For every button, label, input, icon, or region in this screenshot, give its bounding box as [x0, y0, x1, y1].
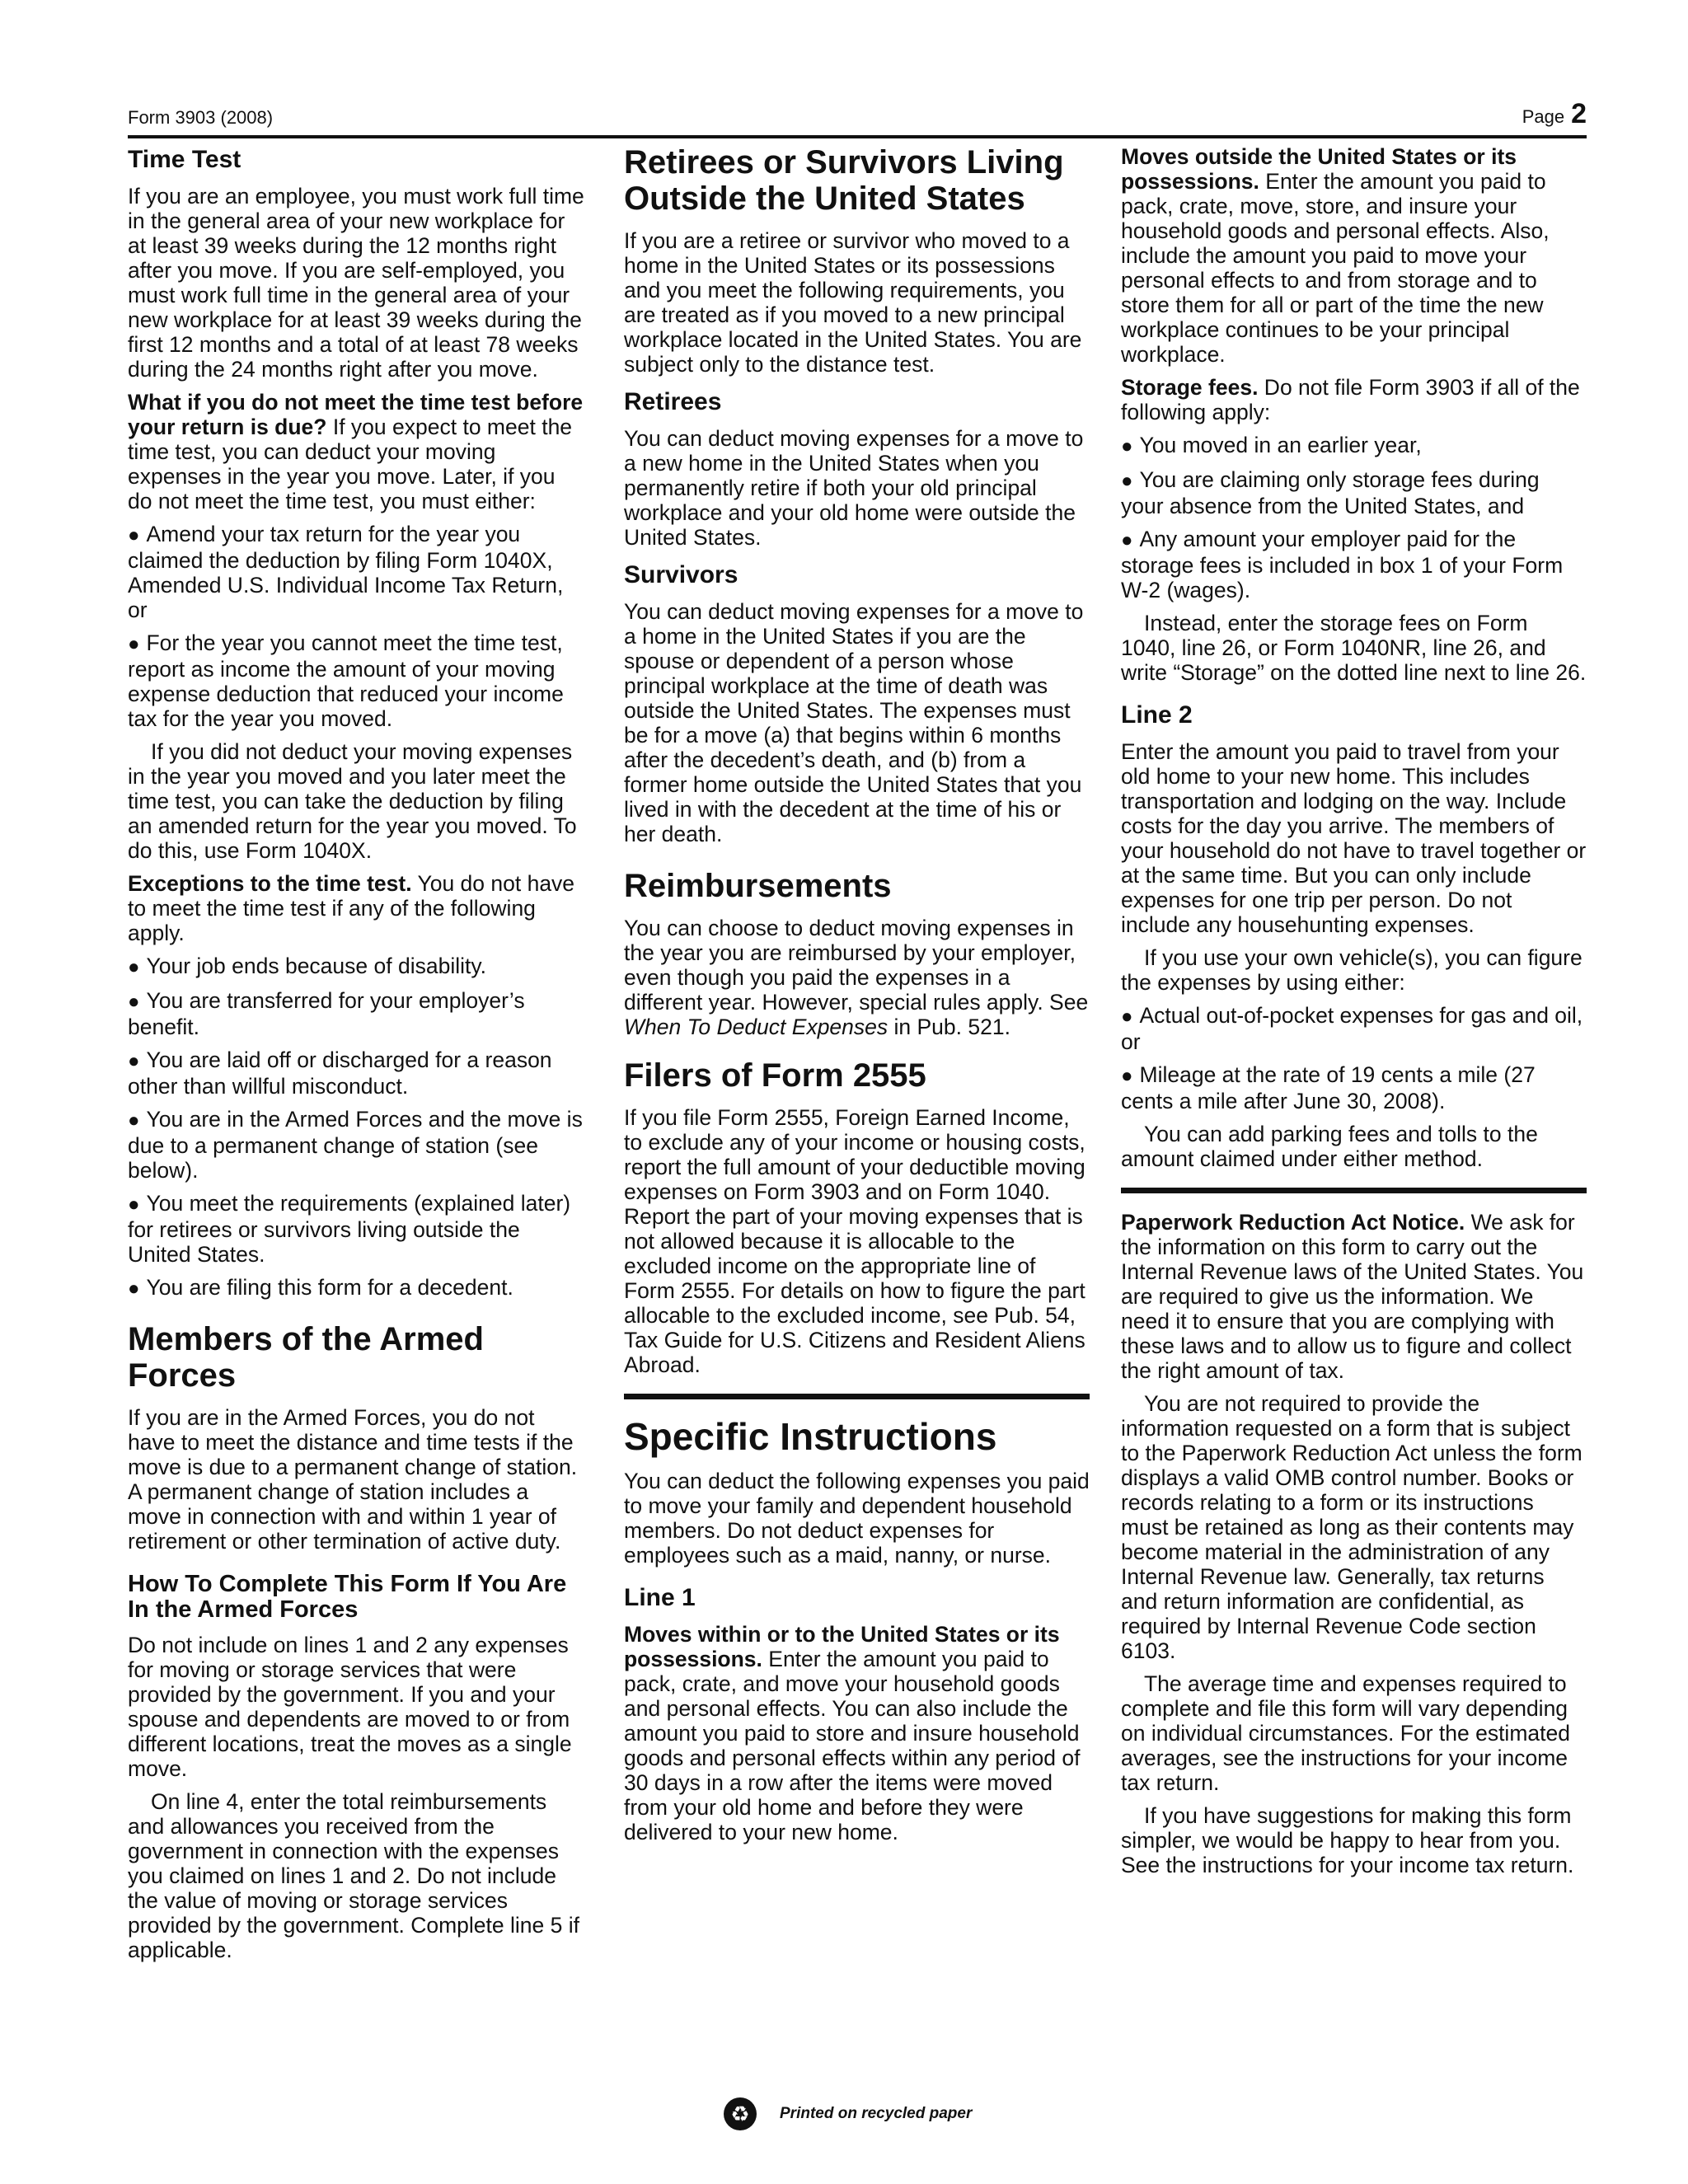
list-item: ● You are filing this form for a decedent.	[128, 1275, 513, 1300]
moves-outside-paragraph: Moves outside the United States or its possessions. Enter the amount you paid to pack, crate, move, store, and insure your household goods and personal effects. Also, include the amount you paid to move your personal effects to and from storage and to store them for all or part of the time the new workplace continues to be your principal workplace.	[1121, 144, 1550, 367]
did-not-deduct-paragraph: If you did not deduct your moving expenses in the year you moved and you later meet the time test, you can take the deduction by filing an amended return for the year you moved. To do this, use Form 1040X.	[128, 739, 577, 863]
paperwork-paragraph: Paperwork Reduction Act Notice. We ask for the information on this form to carry out the Internal Revenue laws of the United States. You are required to give us the information. We need it to ensure that you are complying with these laws and to allow us to figure and collect the right amount of tax.	[1121, 1210, 1584, 1383]
retirees-intro-paragraph: If you are a retiree or survivor who moved to a home in the United States or its possessions and you meet the following requirements, you are treated as if you moved to a new principal workplace located in the United States. You are subject only to the distance test.	[624, 228, 1082, 377]
exceptions-paragraph: Exceptions to the time test. You do not have to meet the time test if any of the following apply.	[128, 871, 575, 945]
parking-paragraph: You can add parking fees and tolls to the amount claimed under either method.	[1121, 1122, 1538, 1171]
column-middle	[624, 144, 1090, 1853]
list-item: ● Amend your tax return for the year you claimed the deduction by filing Form 1040X, Amended U.S. Individual Income Tax Return, or	[128, 522, 564, 622]
retirees-paragraph: You can deduct moving expenses for a move to a new home in the United States when you permanently retire if both your old principal workplace and your old home were outside the United States.	[624, 426, 1084, 550]
list-item: ● You are claiming only storage fees during your absence from the United States, and	[1121, 467, 1540, 518]
bullet-icon: ●	[1121, 470, 1133, 492]
filers-2555-heading: Filers of Form 2555	[624, 1057, 926, 1094]
bullet-icon: ●	[1121, 529, 1133, 551]
list-item: ● For the year you cannot meet the time test, report as income the amount of your moving expense deduction that reduced your income tax for the year you moved.	[128, 630, 564, 731]
page-header	[128, 97, 1587, 138]
bullet-icon: ●	[128, 956, 140, 978]
retirees-survivors-heading: Retirees or Survivors Living Outside the United States	[624, 144, 1064, 217]
bullet-icon: ●	[128, 1277, 140, 1300]
line-2-paragraph: Enter the amount you paid to travel from your old home to your new home. This includes transportation and lodging on the way. Include costs for the day you arrive. The members of your household do not have to travel together or at the same time. But you can only include expenses for one trip per person. Do not include any househunting expenses.	[1121, 739, 1587, 937]
page-footer	[724, 2093, 972, 2135]
list-item: ● You meet the requirements (explained later) for retirees or survivors living outside the United States.	[128, 1191, 571, 1267]
list-item: ● Actual out-of-pocket expenses for gas and oil, or	[1121, 1003, 1583, 1054]
recycled-paper-note: Printed on recycled paper	[780, 2105, 973, 2122]
bullet-icon: ●	[1121, 435, 1133, 457]
bullet-icon: ●	[1121, 1005, 1133, 1028]
time-test-paragraph: If you are an employee, you must work full time in the general area of your new workplace for at least 39 weeks during the 12 months right after you move. If you are self-employed, you must work full time in the general area of your new workplace for at least 39 weeks during the first 12 months and a total of at least 78 weeks during the 24 months right after you move.	[128, 184, 584, 382]
storage-fees-paragraph: Storage fees. Do not file Form 3903 if all of the following apply:	[1121, 375, 1580, 424]
filers-2555-paragraph: If you file Form 2555, Foreign Earned Income, to exclude any of your income or housing costs, report the full amount of your deductible moving expenses on Form 3903 and on Form 1040. Report the part of your moving expenses that is not allowed because it is allocable to the excluded income on the appropriate line of Form 2555. For details on how to figure the part allocable to the excluded income, see Pub. 54, Tax Guide for U.S. Citizens and Resident Aliens Abroad.	[624, 1105, 1085, 1377]
list-item: ● You are transferred for your employer’s benefit.	[128, 988, 525, 1039]
bullet-icon: ●	[128, 1050, 140, 1072]
column-right	[1121, 144, 1587, 1886]
average-time-paragraph: The average time and expenses required to complete and file this form will vary depending on individual circumstances. For the estimated averages, see the instructions for your income tax return.	[1121, 1671, 1570, 1795]
bullet-icon: ●	[128, 633, 140, 655]
recycle-icon: ♻	[724, 2097, 757, 2130]
armed-forces-paragraph: If you are in the Armed Forces, you do not have to meet the distance and time tests if the move is due to a permanent change of station. A permanent change of station includes a move in connection with and within 1 year of retirement or other termination of active duty.	[128, 1405, 578, 1554]
list-item: ● You are laid off or discharged for a reason other than willful misconduct.	[128, 1047, 552, 1099]
instead-paragraph: Instead, enter the storage fees on Form 1040, line 26, or Form 1040NR, line 26, and write “Storage” on the dotted line next to line 26.	[1121, 611, 1587, 685]
reimbursements-heading: Reimbursements	[624, 868, 892, 904]
section-divider	[1121, 1188, 1587, 1193]
bullet-icon: ●	[128, 524, 140, 546]
not-required-paragraph: You are not required to provide the information requested on a form that is subject to the Paperwork Reduction Act unless the form displays a valid OMB control number. Books or records relating to a form or its instructions must be retained as long as their contents may become material in the administration of any Internal Revenue law. Generally, tax returns and return information are confidential, as required by Internal Revenue Code section 6103.	[1121, 1391, 1582, 1663]
survivors-subheading: Survivors	[624, 561, 738, 588]
list-item: ● You are in the Armed Forces and the move is due to a permanent change of station (see below).	[128, 1107, 583, 1183]
bullet-icon: ●	[128, 1109, 140, 1132]
line-1-paragraph: Moves within or to the United States or its possessions. Enter the amount you paid to pack, crate, and move your household goods and personal effects. You can also include the amount you paid to store and insure household goods and personal effects within any period of 30 days in a row after the items were moved from your old home and before they were delivered to your new home.	[624, 1622, 1081, 1844]
section-divider	[624, 1394, 1090, 1399]
how-to-paragraph-1: Do not include on lines 1 and 2 any expenses for moving or storage services that were provided by the government. If you and your spouse and dependents are moved to or from different locations, treat the moves as a single move.	[128, 1633, 572, 1781]
bullet-icon: ●	[128, 991, 140, 1013]
armed-forces-heading: Members of the Armed Forces	[128, 1321, 484, 1394]
what-if-paragraph: What if you do not meet the time test before your return is due? If you expect to meet the time test, you can deduct your moving expenses in the year you move. Later, if you do not meet the time test, you must either:	[128, 390, 584, 513]
vehicle-paragraph: If you use your own vehicle(s), you can figure the expenses by using either:	[1121, 945, 1582, 995]
column-left	[128, 144, 585, 1971]
bullet-icon: ●	[1121, 1065, 1133, 1087]
form-id: Form 3903 (2008)	[128, 107, 274, 128]
list-item: ● You moved in an earlier year,	[1121, 433, 1422, 457]
line-2-heading: Line 2	[1121, 701, 1193, 729]
list-item: ● Mileage at the rate of 19 cents a mile (27 cents a mile after June 30, 2008).	[1121, 1062, 1536, 1113]
how-to-paragraph-2: On line 4, enter the total reimbursements and allowances you received from the government in connection with the expenses you claimed on lines 1 and 2. Do not include the value of moving or storage services provided by the government. Complete line 5 if applicable.	[128, 1789, 579, 1962]
specific-instructions-heading: Specific Instructions	[624, 1415, 997, 1458]
bullet-icon: ●	[128, 1193, 140, 1216]
how-to-complete-heading: How To Complete This Form If You Are In the Armed Forces	[128, 1571, 567, 1623]
suggestions-paragraph: If you have suggestions for making this form simpler, we would be happy to hear from you. See the instructions for your income tax return.	[1121, 1803, 1574, 1877]
survivors-paragraph: You can deduct moving expenses for a move to a home in the United States if you are the spouse or dependent of a person whose principal workplace at the time of death was outside the United States. The expenses must be for a move (a) that begins within 6 months after the decedent’s death, and (b) from a former home outside the United States that you lived in with the decedent at the time of his or her death.	[624, 599, 1084, 846]
reimbursements-paragraph: You can choose to deduct moving expenses in the year you are reimbursed by your employer, even though you paid the expenses in a different year. However, special rules apply. See When To Deduct Expenses in Pub. 521.	[624, 916, 1089, 1039]
line-1-heading: Line 1	[624, 1584, 696, 1611]
list-item: ● Any amount your employer paid for the storage fees is included in box 1 of your Form W-2 (wages).	[1121, 527, 1564, 602]
page-number: Page 2	[1522, 98, 1587, 129]
time-test-heading: Time Test	[128, 146, 241, 173]
specific-instructions-paragraph: You can deduct the following expenses you paid to move your family and dependent household members. Do not deduct expenses for employees such as a maid, nanny, or nurse.	[624, 1469, 1090, 1568]
list-item: ● Your job ends because of disability.	[128, 954, 486, 978]
retirees-subheading: Retirees	[624, 388, 722, 415]
